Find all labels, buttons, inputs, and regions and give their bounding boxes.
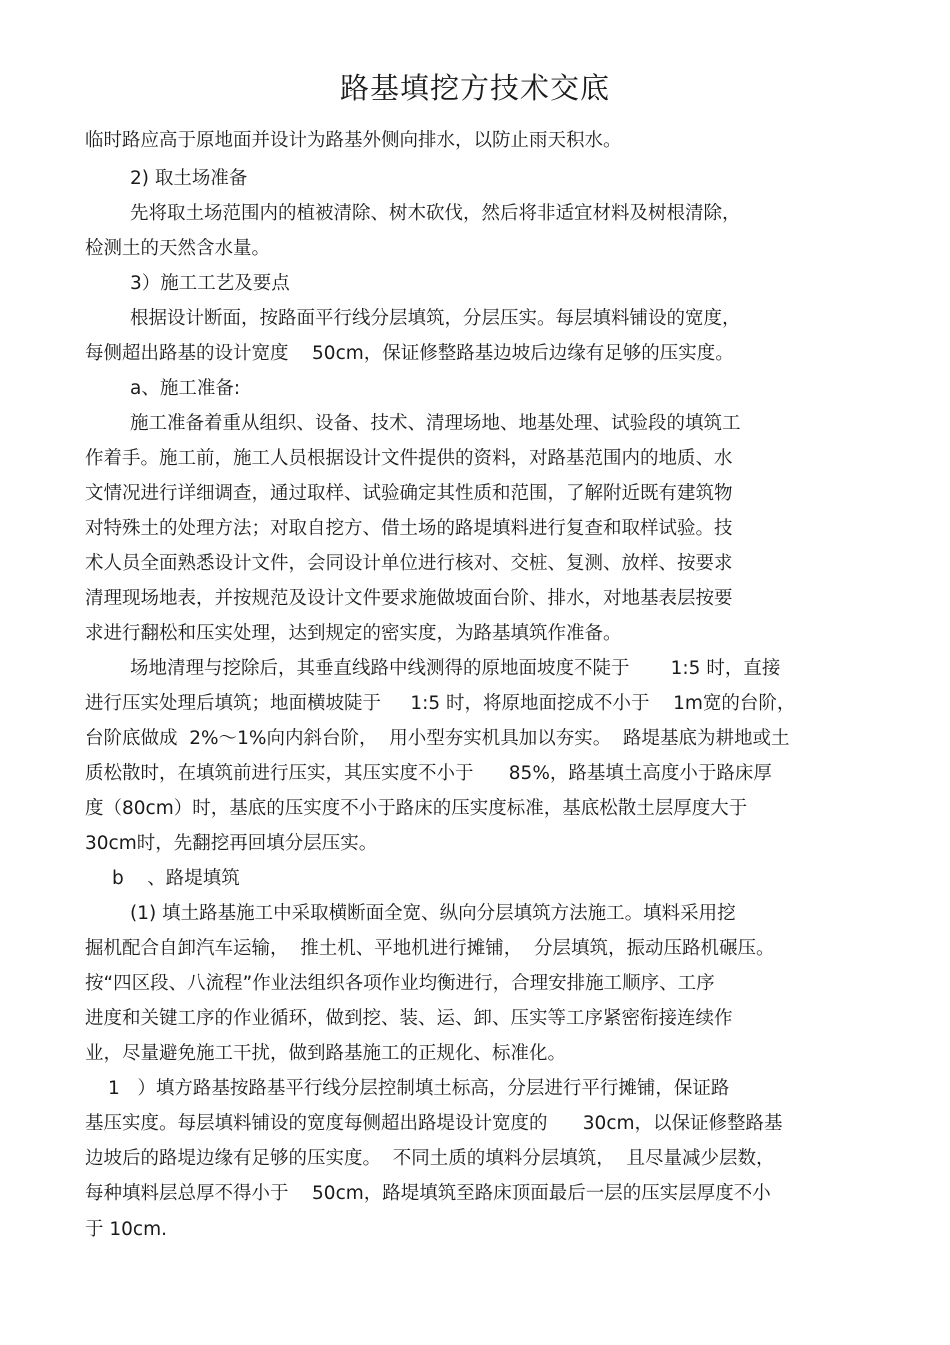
text-line: 掘机配合自卸汽车运输， 推土机、平地机进行摊铺， 分层填筑，振动压路机碾压。	[85, 938, 775, 959]
text-line: 基压实度。每层填料铺设的宽度每侧超出路堤设计宽度的 30cm，以保证修整路基	[85, 1113, 783, 1134]
text-line: 文情况进行详细调查，通过取样、试验确定其性质和范围，了解附近既有建筑物	[85, 483, 733, 504]
document-title: 路基填挖方技术交底	[339, 71, 610, 105]
text-line: 每侧超出路基的设计宽度 50cm，保证修整路基边坡后边缘有足够的压实度。	[85, 343, 734, 364]
text-line: 边坡后的路堤边缘有足够的压实度。 不同土质的填料分层填筑， 且尽量减少层数，	[85, 1148, 775, 1169]
text-line: 1 ）填方路基按路基平行线分层控制填土标高，分层进行平行摊铺，保证路	[108, 1078, 730, 1099]
text-line: 根据设计断面，按路面平行线分层填筑，分层压实。每层填料铺设的宽度，	[130, 308, 741, 329]
section-heading: 3）施工工艺及要点	[130, 273, 290, 294]
text-line: 于 10cm.	[85, 1219, 167, 1240]
section-heading: b 、路堤填筑	[112, 868, 240, 889]
text-line: 按“四区段、八流程”作业法组织各项作业均衡进行，合理安排施工顺序、工序	[85, 973, 715, 994]
text-line: 施工准备着重从组织、设备、技术、清理场地、地基处理、试验段的填筑工	[130, 413, 741, 434]
text-line: 清理现场地表，并按规范及设计文件要求施做坡面台阶、排水，对地基表层按要	[85, 588, 733, 609]
text-line: 度（80cm）时，基底的压实度不小于路床的压实度标准，基底松散土层厚度大于	[85, 798, 748, 819]
text-line: 求进行翻松和压实处理，达到规定的密实度，为路基填筑作准备。	[85, 623, 622, 644]
text-line: 术人员全面熟悉设计文件，会同设计单位进行核对、交桩、复测、放样、按要求	[85, 553, 733, 574]
text-line: (1) 填土路基施工中采取横断面全宽、纵向分层填筑方法施工。填料采用挖	[130, 903, 736, 924]
text-line: 对特殊土的处理方法；对取自挖方、借土场的路堤填料进行复查和取样试验。技	[85, 518, 733, 539]
text-line: 台阶底做成 2%～1%向内斜台阶， 用小型夯实机具加以夯实。 路堤基底为耕地或土	[85, 728, 790, 749]
section-heading: 2) 取土场准备	[130, 168, 248, 189]
text-line: 进行压实处理后填筑；地面横坡陡于 1:5 时，将原地面挖成不小于 1m宽的台阶，	[85, 693, 796, 714]
text-line: 场地清理与挖除后，其垂直线路中线测得的原地面坡度不陡于 1:5 时，直接	[130, 658, 781, 679]
text-line: 先将取土场范围内的植被清除、树木砍伐，然后将非适宜材料及树根清除，	[130, 203, 741, 224]
text-line: 业，尽量避免施工干扰，做到路基施工的正规化、标准化。	[85, 1043, 567, 1064]
text-line: 临时路应高于原地面并设计为路基外侧向排水，以防止雨天积水。	[85, 130, 622, 151]
text-line: 每种填料层总厚不得小于 50cm，路堤填筑至路床顶面最后一层的压实层厚度不小	[85, 1183, 771, 1204]
text-line: 进度和关键工序的作业循环，做到挖、装、运、卸、压实等工序紧密衔接连续作	[85, 1008, 733, 1029]
text-line: 检测土的天然含水量。	[85, 238, 271, 259]
text-line: 质松散时，在填筑前进行压实，其压实度不小于 85%，路基填土高度小于路床厚	[85, 763, 772, 784]
text-line: 30cm时，先翻挖再回填分层压实。	[85, 833, 378, 854]
section-heading: a、施工准备:	[130, 378, 241, 399]
text-line: 作着手。施工前，施工人员根据设计文件提供的资料，对路基范围内的地质、水	[85, 448, 733, 469]
